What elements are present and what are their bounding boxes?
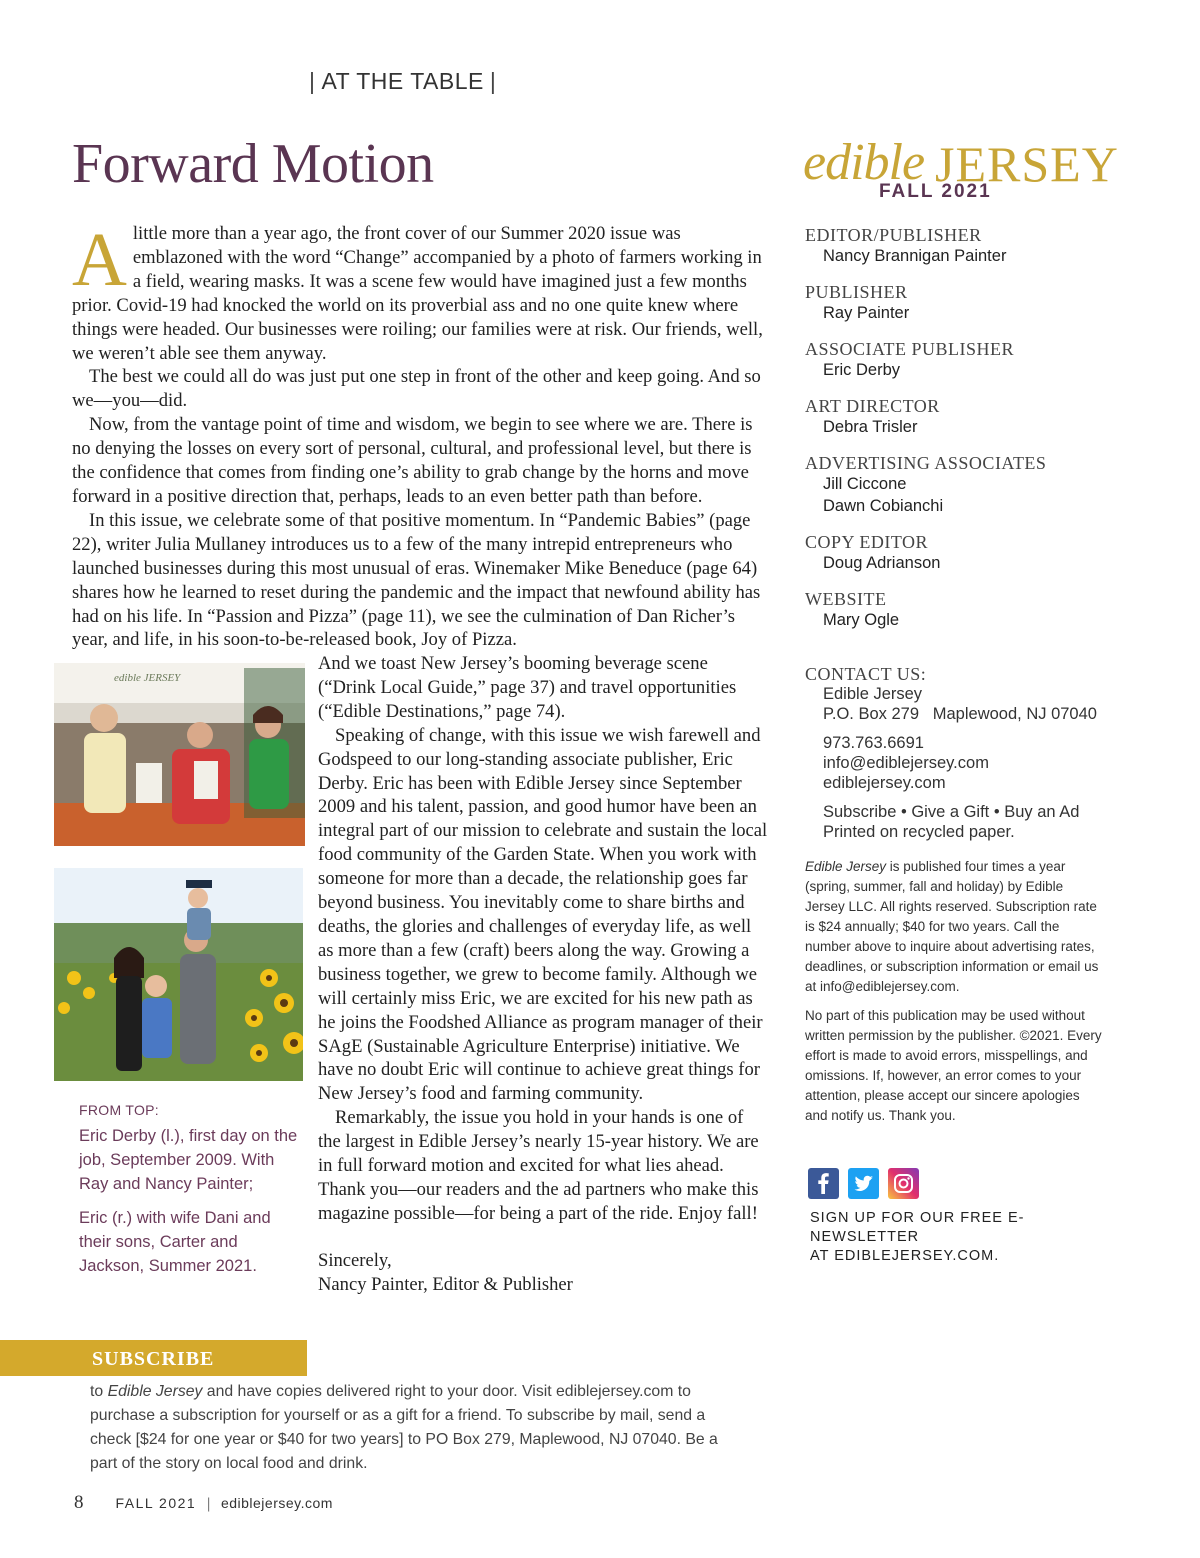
page-footer: 8 FALL 2021 | ediblejersey.com bbox=[74, 1492, 333, 1513]
article-paragraph-1: Alittle more than a year ago, the front cover of our Summer 2020 issue was emblazoned with the word “Change” accompanied by a photo of farmers working in a field, wearing masks. It was a scene few would have imagined just a few months prior. Covid-19 had knocked the world on its proverbial ass and no one quite knew where things were headed. Our businesses were roiling; our families were at risk. Our friends, well, we weren’t able see them anyway. bbox=[72, 218, 763, 364]
drop-cap: A bbox=[72, 218, 127, 302]
recycled-note: Printed on recycled paper. bbox=[823, 823, 1015, 841]
social-icons bbox=[808, 1168, 923, 1203]
contact-links[interactable]: Subscribe • Give a Gift • Buy an Ad bbox=[823, 803, 1080, 821]
article-paragraph-5: Speaking of change, with this issue we wish farewell and Godspeed to our long-standing associate publisher, Eric Derby. Eric has been with Edible Jersey since September 2009 and his talent, passion, and good humor have been an integral part of our mission to celebrate and sustain the local food community of the Garden State. When you work with someone for more than a decade, the relationship goes far beyond business. You inevitably come to share births and deaths, the glories and challenges of everyday life, as well as more than a few (craft) beers along the way. Growing a business together, we grew to become family. Although we will certainly miss Eric, we are excited for his new path as he joins the Foodshed Alliance as program manager of their SAgE (Sustainable Agriculture Enterprise) initiative. We have no doubt Eric will continue to achieve great things for New Jersey’s food and farming community. bbox=[318, 724, 768, 1105]
pubinfo-paragraph-1: Edible Jersey is published four times a year (spring, summer, fall and holiday) by Edible Jersey LLC. All rights reserved. Subscription rate is $24 annually; $40 for two years. Call the number above to inquire about advertising rates, deadlines, or subscription information or email us at info@ediblejersey.com. bbox=[805, 859, 1099, 994]
article-paragraph-4: In this issue, we celebrate some of that positive momentum. In “Pandemic Babies” (page 22), writer Julia Mullaney introduces us to a few of the many intrepid entrepreneurs who launched businesses during this most unusual of eras. Winemaker Mike Beneduce (page 64) shares how he learned to reset during the pandemic and the impact that newfound ability has had on his life. In “Passion and Pizza” (page 11), we see the culmination of Dan Richer’s year, and life, in his soon-to-be-released book, Joy of Pizza. bbox=[72, 509, 761, 651]
caption-1: Eric Derby (l.), first day on the job, September 2009. With Ray and Nancy Painter; bbox=[79, 1127, 298, 1193]
masthead-name: Doug Adrianson bbox=[823, 554, 941, 572]
publication-info bbox=[805, 857, 1105, 1135]
masthead-role: PUBLISHER bbox=[805, 282, 908, 302]
newsletter-signup[interactable] bbox=[810, 1209, 1130, 1266]
pubinfo-paragraph-2: No part of this publication may be used without written permission by the publisher. ©2021. Every effort is made to avoid errors, misspellings, and omissions. If, however, an error comes to your attention, please accept our sincere apologies and notify us. Thank you. bbox=[805, 1008, 1102, 1123]
masthead-group bbox=[805, 282, 1125, 324]
masthead-name: Eric Derby bbox=[823, 361, 901, 379]
contact-name: Edible Jersey bbox=[823, 685, 923, 703]
contact-address: P.O. Box 279 Maplewood, NJ 07040 bbox=[823, 705, 1097, 723]
logo-jersey: JERSEY bbox=[935, 136, 1119, 192]
article-paragraph-4-continued: And we toast New Jersey’s booming beverage scene (“Drink Local Guide,” page 37) and travel opportunities (“Edible Destinations,” page 74). bbox=[318, 653, 737, 722]
masthead-name: Ray Painter bbox=[823, 304, 910, 322]
twitter-icon[interactable] bbox=[848, 1168, 879, 1199]
contact-email[interactable]: info@ediblejersey.com bbox=[823, 754, 989, 772]
masthead-role: COPY EDITOR bbox=[805, 532, 929, 552]
masthead-name: Dawn Cobianchi bbox=[823, 497, 944, 515]
edible-jersey-logo bbox=[803, 133, 1119, 205]
photo-sunflower-family bbox=[54, 868, 303, 1081]
masthead-role: WEBSITE bbox=[805, 589, 887, 609]
facebook-icon[interactable] bbox=[808, 1168, 839, 1199]
section-label-text: AT THE TABLE bbox=[321, 68, 484, 94]
subscribe-text: to Edible Jersey and have copies delivered right to your door. Visit ediblejersey.com to purchase a subscription for yourself or as a gift for a friend. To subscribe by mail, send a check [$24 for one year or $40 for two years] to PO Box 279, Maplewood, NJ 07040. Be a part of the story on local food and drink. bbox=[90, 1383, 718, 1472]
photo-captions bbox=[79, 1102, 301, 1288]
masthead-name: Debra Trisler bbox=[823, 418, 918, 436]
subscribe-title[interactable]: SUBSCRIBE bbox=[92, 1348, 215, 1370]
masthead-group bbox=[805, 396, 1125, 438]
masthead-group bbox=[805, 589, 1125, 631]
article-paragraph-2: The best we could all do was just put one step in front of the other and keep going. And so we—you—did. bbox=[72, 366, 761, 412]
masthead-group bbox=[805, 339, 1125, 381]
masthead-group bbox=[805, 225, 1125, 267]
masthead-name: Nancy Brannigan Painter bbox=[823, 247, 1007, 265]
newsletter-line-2: AT EDIBLEJERSEY.COM. bbox=[810, 1248, 1000, 1264]
article-column bbox=[318, 652, 768, 1297]
contact-heading: CONTACT US: bbox=[805, 664, 927, 684]
footer-site: ediblejersey.com bbox=[220, 1495, 333, 1511]
signature: Nancy Painter, Editor & Publisher bbox=[318, 1273, 573, 1295]
masthead bbox=[805, 225, 1125, 646]
caption-heading: FROM TOP: bbox=[79, 1102, 159, 1118]
contact-website[interactable]: ediblejersey.com bbox=[823, 774, 946, 792]
instagram-icon[interactable] bbox=[888, 1168, 919, 1199]
article-paragraph-3: Now, from the vantage point of time and wisdom, we begin to see where we are. There is no denying the losses on every sort of personal, cultural, and professional level, but there is the confidence that comes from finding one’s ability to grab change by the horns and move forward in a positive direction that, perhaps, leads to an even better path than before. bbox=[72, 414, 753, 507]
caption-2: Eric (r.) with wife Dani and their sons, Carter and Jackson, Summer 2021. bbox=[79, 1209, 271, 1275]
page-number: 8 bbox=[74, 1492, 84, 1513]
closing: Sincerely, bbox=[318, 1249, 392, 1271]
contact-phone: 973.763.6691 bbox=[823, 734, 924, 752]
svg-text:edible JERSEY: edible JERSEY bbox=[114, 672, 181, 684]
photo-market-booth bbox=[54, 663, 305, 846]
masthead-role: EDITOR/PUBLISHER bbox=[805, 225, 982, 245]
masthead-role: ART DIRECTOR bbox=[805, 396, 940, 416]
page-title: Forward Motion bbox=[72, 133, 434, 195]
masthead-group bbox=[805, 532, 1125, 574]
article-top bbox=[72, 218, 765, 652]
masthead-role: ADVERTISING ASSOCIATES bbox=[805, 453, 1047, 473]
section-label: | AT THE TABLE | bbox=[309, 68, 497, 94]
masthead-name: Mary Ogle bbox=[823, 611, 900, 629]
article-paragraph-6: Remarkably, the issue you hold in your hands is one of the largest in Edible Jersey’s nearly 15-year history. We are in full forward motion and excited for what lies ahead. Thank you—our readers and the ad partners who make this magazine possible—for being a part of the ride. Enjoy fall! bbox=[318, 1107, 759, 1224]
footer-issue: FALL 2021 bbox=[115, 1495, 197, 1511]
masthead-group bbox=[805, 453, 1125, 517]
logo-season: FALL 2021 bbox=[879, 181, 992, 202]
contact-block bbox=[805, 664, 1125, 842]
newsletter-line-1: SIGN UP FOR OUR FREE E-NEWSLETTER bbox=[810, 1210, 1025, 1245]
masthead-name: Jill Ciccone bbox=[823, 475, 907, 493]
logo-edible: edible bbox=[803, 134, 925, 191]
masthead-role: ASSOCIATE PUBLISHER bbox=[805, 339, 1015, 359]
